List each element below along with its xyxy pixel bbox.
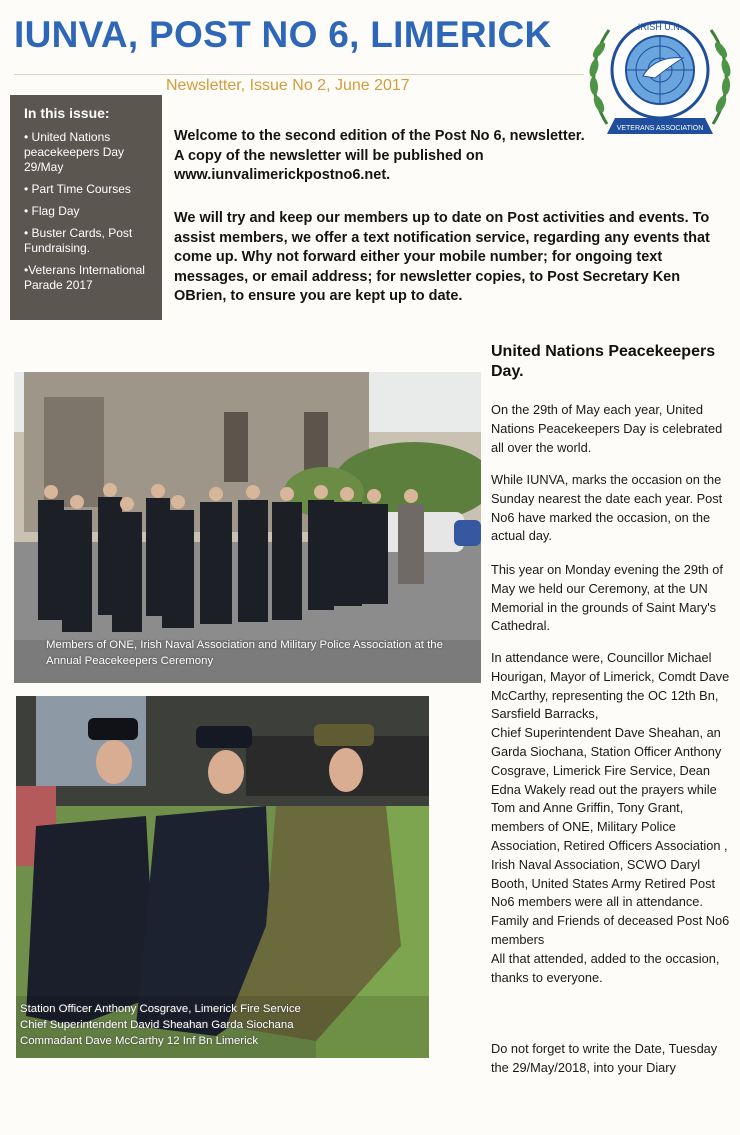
- issue-line: Newsletter, Issue No 2, June 2017: [166, 77, 410, 94]
- attendance-line: Irish Naval Association, SCWO Daryl Booth, United States Army Retired Post No6 members were all in attendance.: [491, 856, 716, 910]
- attendance-line: All that attended, added to the occasion, thanks to everyone.: [491, 950, 720, 985]
- attendance-line: In attendance were, Councillor Michael Hourigan, Mayor of Limerick, Comdt Dave McCarthy, representing the OC 12th Bn, Sarsfield Barracks,: [491, 650, 730, 722]
- officers-photo-caption: [20, 1001, 420, 1049]
- svg-text:IRISH U.N.: IRISH U.N.: [637, 22, 683, 32]
- caption-line: Chief Superintendent David Sheahan Garda Siochana: [20, 1019, 294, 1031]
- attendance-paragraph: [491, 649, 736, 987]
- list-item: • United Nations peacekeepers Day 29/May: [24, 130, 125, 174]
- article-paragraph: On the 29th of May each year, United Nations Peacekeepers Day is celebrated all over the world.: [491, 402, 723, 455]
- attendance-line: Chief Superintendent Dave Sheahan, an Garda Siochana, Station Officer Anthony Cosgrave, Limerick Fire Service, Dean Edna Wakely read out the prayers while Tom and Anne Griffin, Tony Grant, members of ONE, Military Police Association, Retired Officers Association ,: [491, 725, 728, 853]
- in-this-issue-box: [10, 95, 162, 320]
- reminder-paragraph: Do not forget to write the Date, Tuesday the 29/May/2018, into your Diary: [491, 1041, 718, 1075]
- caption-line: Commadant Dave McCarthy 12 Inf Bn Limerick: [20, 1035, 259, 1047]
- attendance-line: Family and Friends of deceased Post No6 members: [491, 913, 730, 947]
- list-item: • Flag Day: [24, 204, 80, 218]
- svg-text:VETERANS ASSOCIATION: VETERANS ASSOCIATION: [616, 125, 704, 132]
- list-item: • Buster Cards, Post Fundraising.: [24, 226, 133, 255]
- issue-contents-list: [24, 130, 154, 293]
- article-title: United Nations Peacekeepers Day.: [491, 343, 716, 380]
- article-paragraph: This year on Monday evening the 29th of May we held our Ceremony, at the UN Memorial in the grounds of Saint Mary's Cathedral.: [491, 562, 723, 634]
- header-divider: [14, 74, 584, 75]
- caption-line: Station Officer Anthony Cosgrave, Limerick Fire Service: [20, 1003, 301, 1015]
- article-paragraph: While IUNVA, marks the occasion on the Sunday nearest the date each year. Post No6 have marked the occasion, on the actual day.: [491, 472, 723, 544]
- iunva-logo-icon: [585, 6, 735, 148]
- in-this-issue-heading: In this issue:: [24, 105, 110, 121]
- list-item: •Veterans International Parade 2017: [24, 263, 145, 292]
- newsletter-title: IUNVA, POST NO 6, LIMERICK: [14, 14, 552, 55]
- welcome-paragraph: Welcome to the second edition of the Post No 6, newsletter. A copy of the newsletter will be published on www.iunvalimerickpostno6.net.: [174, 128, 585, 183]
- ceremony-photo: [14, 372, 481, 683]
- ceremony-photo-caption: Members of ONE, Irish Naval Association and Military Police Association at the Annual Peacekeepers Ceremony: [46, 639, 443, 667]
- officers-photo: [16, 696, 429, 1058]
- list-item: • Part Time Courses: [24, 182, 131, 196]
- notification-paragraph: We will try and keep our members up to date on Post activities and events. To assist members, we offer a text notification service, regarding any events that come up. Why not forward either your mobile number; for ongoing text messages, or email address; for newsletter copies, to Post Secretary Ken OBrien, to ensure you are kept up to date.: [174, 210, 710, 304]
